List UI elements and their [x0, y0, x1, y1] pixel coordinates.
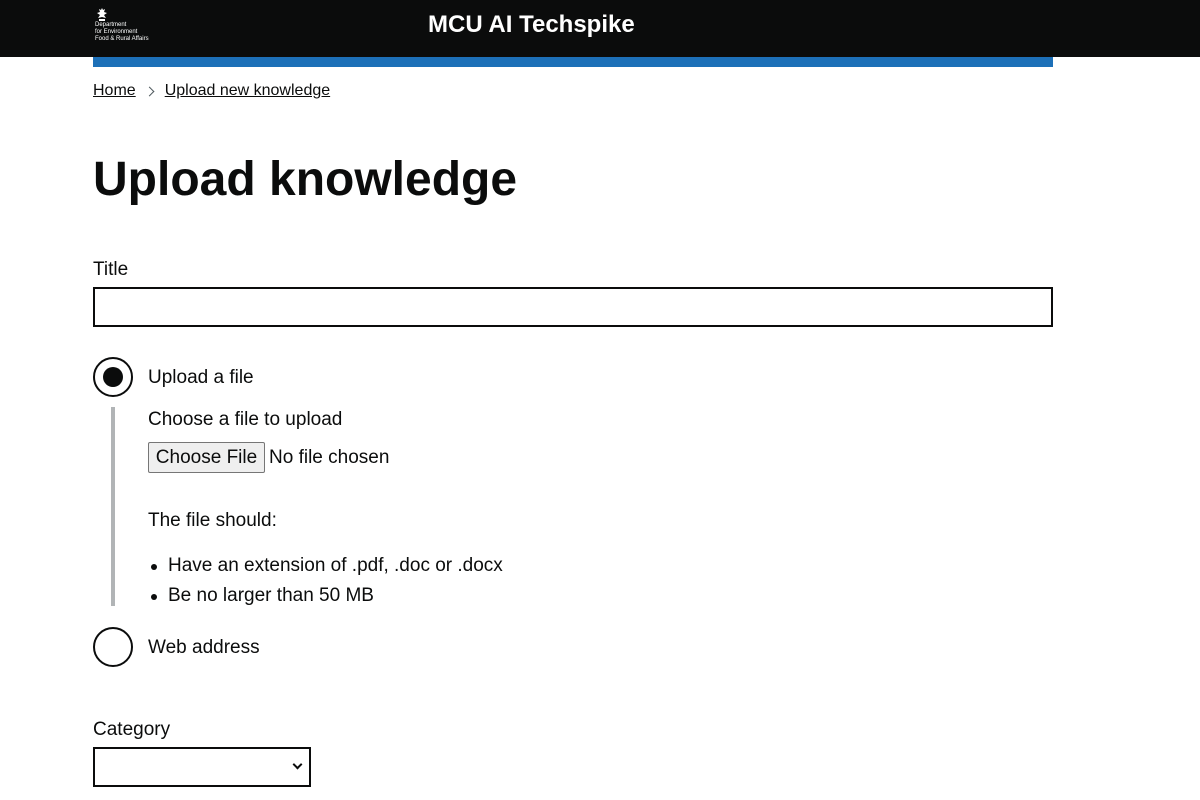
file-status-text: No file chosen	[269, 447, 390, 468]
logo-text: Department for Environment Food & Rural Affairs	[95, 22, 149, 42]
site-header	[0, 0, 1200, 57]
file-requirements-intro: The file should:	[148, 510, 277, 531]
breadcrumb	[93, 81, 330, 101]
breadcrumb-upload-link[interactable]: Upload new knowledge	[164, 82, 331, 99]
breadcrumb-home-link[interactable]: Home	[93, 82, 136, 99]
upload-file-radio[interactable]	[93, 357, 133, 397]
list-item: Be no larger than 50 MB	[148, 581, 503, 611]
title-label: Title	[93, 259, 129, 280]
chevron-right-icon	[144, 86, 154, 96]
category-select[interactable]	[93, 747, 311, 787]
choose-file-button[interactable]: Choose File	[148, 442, 265, 473]
web-address-radio-label[interactable]: Web address	[148, 637, 260, 658]
header-accent-bar	[93, 57, 1053, 67]
defra-logo[interactable]	[93, 8, 163, 46]
file-requirements-list	[148, 551, 503, 611]
conditional-reveal-border	[111, 407, 115, 606]
upload-file-radio-label[interactable]: Upload a file	[148, 367, 254, 388]
list-item: Have an extension of .pdf, .doc or .docx	[148, 551, 503, 581]
category-label: Category	[93, 719, 171, 740]
page-title: Upload knowledge	[93, 153, 518, 206]
chevron-down-icon	[293, 760, 303, 770]
service-name-link[interactable]: MCU AI Techspike	[428, 11, 635, 38]
file-upload-label: Choose a file to upload	[148, 409, 343, 430]
radio-selected-dot	[103, 367, 123, 387]
web-address-radio[interactable]	[93, 627, 133, 667]
title-input[interactable]	[93, 287, 1053, 327]
royal-crest-icon	[96, 8, 108, 22]
